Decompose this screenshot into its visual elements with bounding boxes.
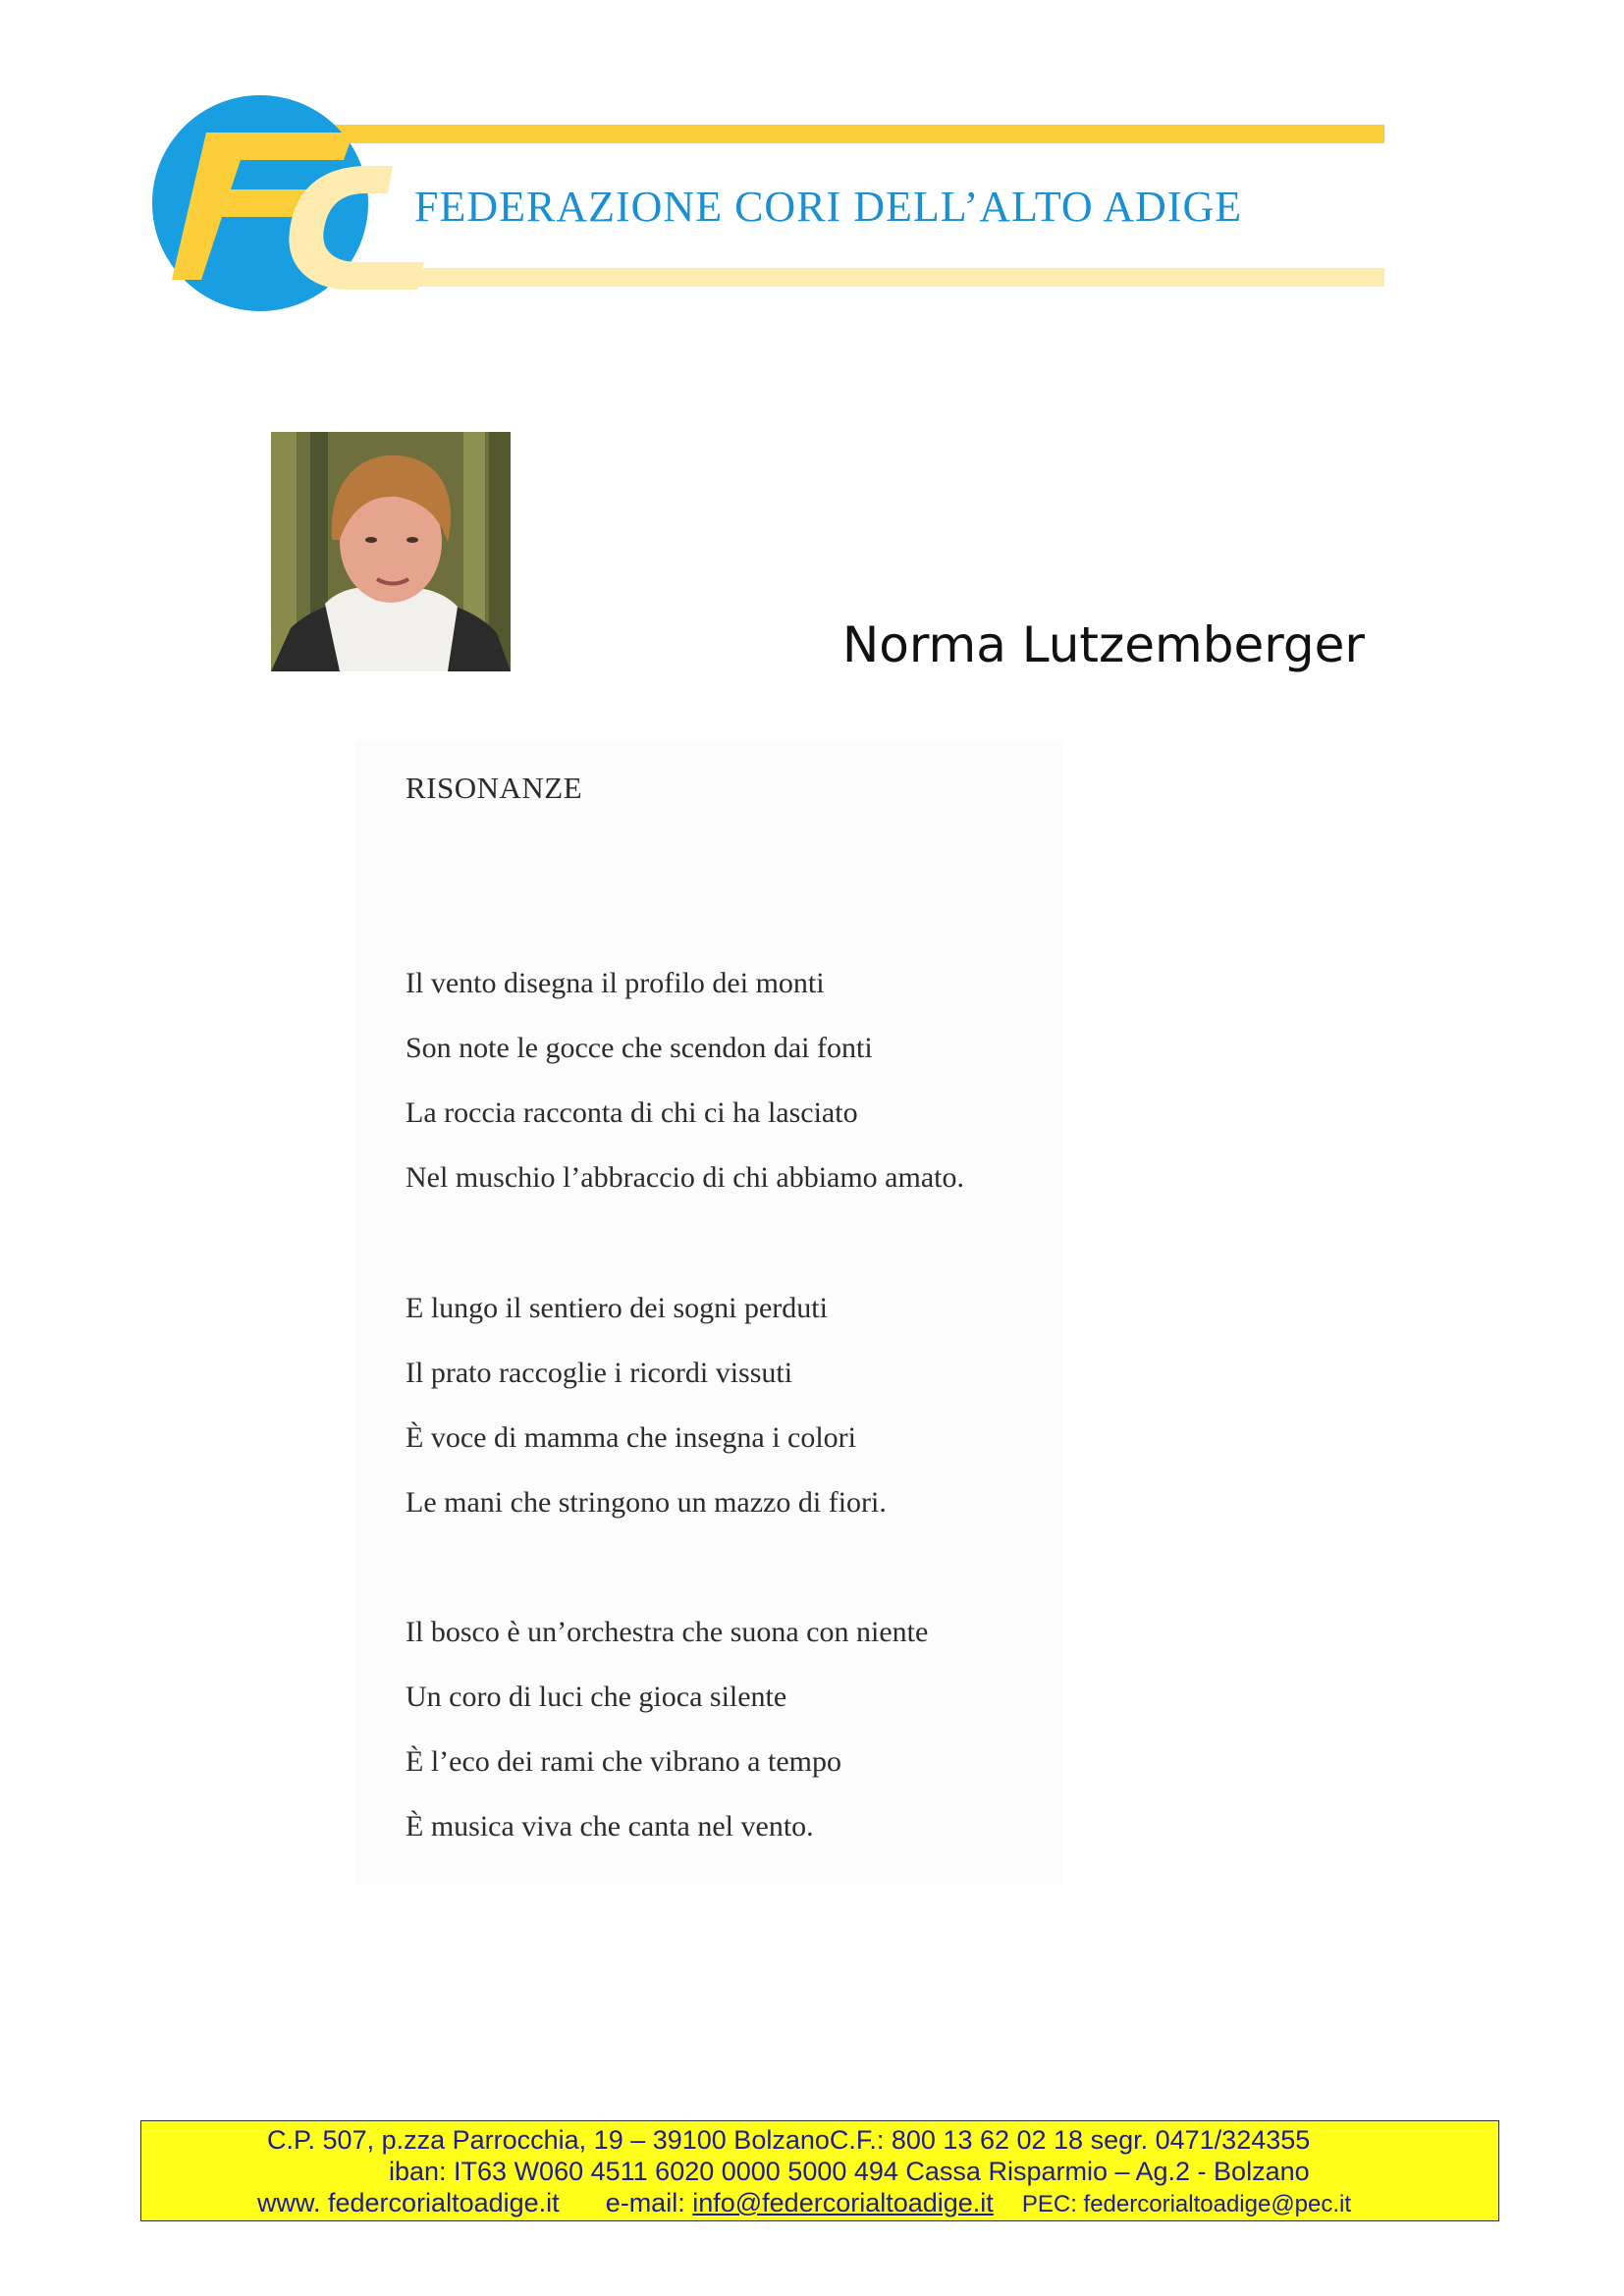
federation-logo <box>147 93 1384 319</box>
poem-line: Il prato raccoglie i ricordi vissuti <box>406 1357 793 1389</box>
logo-bottom-stripe <box>324 268 1384 287</box>
logo-top-stripe <box>324 125 1384 143</box>
poem-line: Il vento disegna il profilo dei monti <box>406 967 825 999</box>
author-name: Norma Lutzemberger <box>841 616 1365 673</box>
poem-line: Un coro di luci che gioca silente <box>406 1681 787 1713</box>
poem-line: Nel muschio l’abbraccio di chi abbiamo amato. <box>406 1161 964 1194</box>
pec-email[interactable]: PEC: federcorialtoadige@pec.it <box>1021 2191 1352 2217</box>
poem-line: E lungo il sentiero dei sogni perduti <box>406 1292 828 1324</box>
website-link[interactable]: www. federcorialtoadige.it <box>257 2188 560 2217</box>
poem-line: Son note le gocce che scendon dai fonti <box>406 1032 873 1064</box>
footer-address: C.P. 507, p.zza Parrocchia, 19 – 39100 BolzanoC.F.: 800 13 62 02 18 segr. 0471/324355 <box>267 2125 1311 2155</box>
poem-title: RISONANZE <box>406 771 583 805</box>
footer-contact-box <box>140 2120 1499 2221</box>
poem-line: Il bosco è un’orchestra che suona con niente <box>406 1616 929 1648</box>
footer-contacts <box>257 2188 1351 2218</box>
email-link[interactable]: info@federcorialtoadige.it <box>692 2188 994 2217</box>
poem-line: È voce di mamma che insegna i colori <box>406 1421 857 1454</box>
author-photo <box>271 432 511 671</box>
poem-line: È l’eco dei rami che vibrano a tempo <box>406 1745 841 1778</box>
email-label: e-mail: <box>605 2188 685 2217</box>
poem-line: La roccia racconta di chi ci ha lasciato <box>406 1096 858 1129</box>
org-name: FEDERAZIONE CORI DELL’ALTO ADIGE <box>414 183 1243 231</box>
poem-line: È musica viva che canta nel vento. <box>406 1810 814 1842</box>
poem-line: Le mani che stringono un mazzo di fiori. <box>406 1486 887 1519</box>
footer-iban: iban: IT63 W060 4511 6020 0000 5000 494 Cassa Risparmio – Ag.2 - Bolzano <box>389 2157 1310 2186</box>
